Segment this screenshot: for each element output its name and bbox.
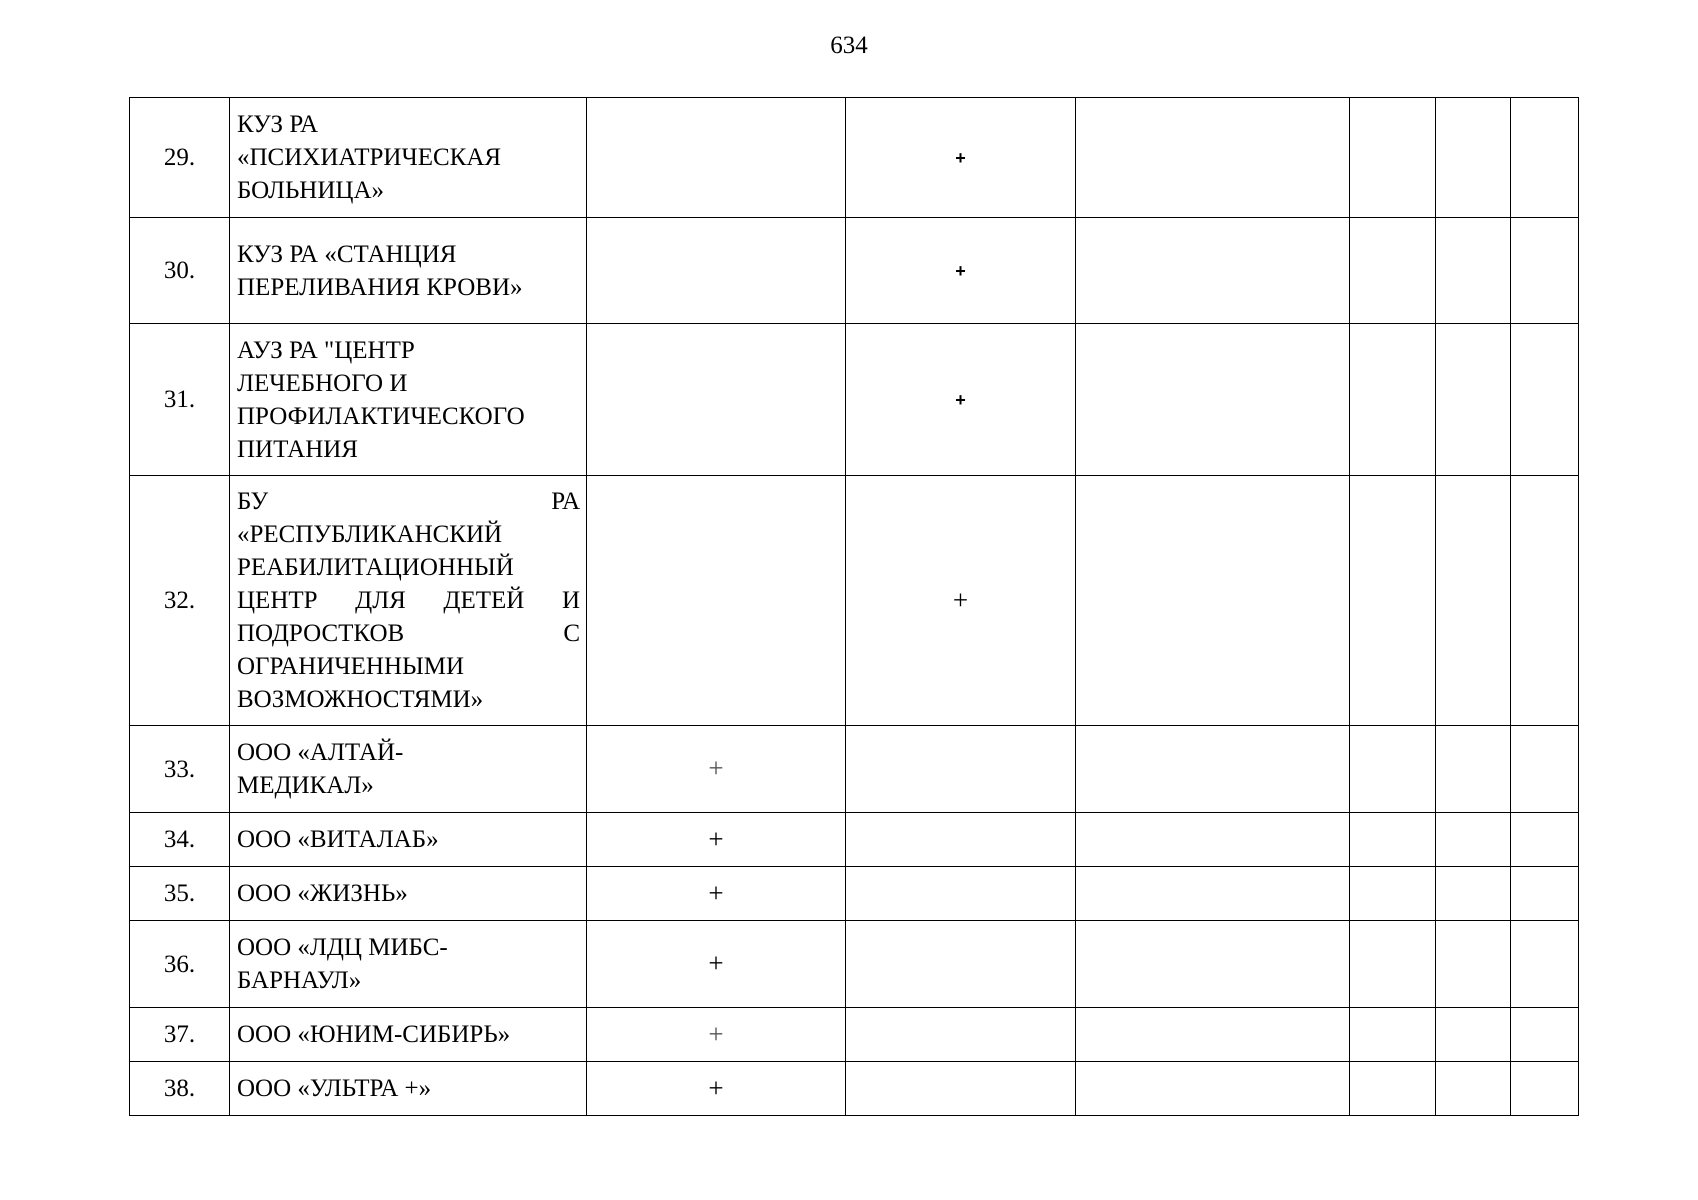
mark-cell-col4 [846, 867, 1076, 921]
row-number: 37. [130, 1008, 230, 1062]
empty-cell [1511, 726, 1579, 813]
empty-cell [1511, 867, 1579, 921]
name-line: АУЗ РА "ЦЕНТР [237, 336, 415, 364]
empty-cell [1076, 813, 1350, 867]
table-row [130, 726, 1579, 813]
mark-cell-col3 [587, 98, 846, 218]
name-line: ООО «ЛДЦ МИБС- [237, 934, 448, 961]
organization-name [230, 218, 587, 324]
organization-name [230, 476, 587, 726]
row-number: 31. [130, 324, 230, 476]
name-line: ООО «ЖИЗНЬ» [237, 880, 408, 907]
mark-cell-col3: + [587, 1062, 846, 1116]
row-number: 32. [130, 476, 230, 726]
row-number: 33. [130, 726, 230, 813]
row-number: 30. [130, 218, 230, 324]
mark-cell-col4: + [846, 218, 1076, 324]
row-number: 36. [130, 921, 230, 1008]
table-row [130, 324, 1579, 476]
table-row [130, 98, 1579, 218]
name-line: ООО «УЛЬТРА +» [237, 1075, 432, 1102]
empty-cell [1076, 921, 1350, 1008]
name-line: ВОЗМОЖНОСТЯМИ» [237, 686, 484, 713]
empty-cell [1436, 218, 1511, 324]
empty-cell [1350, 921, 1436, 1008]
empty-cell [1076, 726, 1350, 813]
empty-cell [1511, 98, 1579, 218]
empty-cell [1350, 476, 1436, 726]
row-number: 38. [130, 1062, 230, 1116]
empty-cell [1350, 813, 1436, 867]
empty-cell [1436, 867, 1511, 921]
name-line: ОГРАНИЧЕННЫМИ [237, 653, 465, 680]
mark-cell-col4: + [846, 476, 1076, 726]
empty-cell [1436, 324, 1511, 476]
mark-cell-col3: + [587, 867, 846, 921]
empty-cell [1436, 726, 1511, 813]
name-line: «ПСИХИАТРИЧЕСКАЯ [237, 144, 502, 171]
name-line: ПИТАНИЯ [237, 435, 358, 463]
mark-cell-col4 [846, 921, 1076, 1008]
mark-cell-col3: + [587, 921, 846, 1008]
name-line: МЕДИКАЛ» [237, 772, 374, 799]
row-number: 35. [130, 867, 230, 921]
empty-cell [1511, 218, 1579, 324]
mark-cell-col4 [846, 1008, 1076, 1062]
name-line: ПОДРОСТКОВ С [237, 620, 580, 647]
table-row [130, 921, 1579, 1008]
page-number: 634 [830, 32, 868, 59]
name-line: «РЕСПУБЛИКАНСКИЙ [237, 521, 503, 548]
empty-cell [1076, 324, 1350, 476]
name-line: ПРОФИЛАКТИЧЕСКОГО [237, 402, 525, 430]
empty-cell [1076, 98, 1350, 218]
organization-name [230, 813, 587, 867]
organization-name [230, 98, 587, 218]
empty-cell [1350, 1062, 1436, 1116]
name-line: КУЗ РА «СТАНЦИЯ [237, 240, 457, 268]
organization-name [230, 867, 587, 921]
empty-cell [1350, 324, 1436, 476]
empty-cell [1350, 98, 1436, 218]
empty-cell [1350, 726, 1436, 813]
name-line: РЕАБИЛИТАЦИОННЫЙ [237, 554, 514, 581]
mark-cell-col4 [846, 813, 1076, 867]
table-row [130, 867, 1579, 921]
table-row [130, 1008, 1579, 1062]
empty-cell [1076, 867, 1350, 921]
organizations-table [129, 97, 1579, 1116]
empty-cell [1436, 813, 1511, 867]
empty-cell [1436, 1008, 1511, 1062]
empty-cell [1076, 476, 1350, 726]
empty-cell [1076, 1008, 1350, 1062]
name-line: КУЗ РА [237, 111, 319, 138]
name-line: ПЕРЕЛИВАНИЯ КРОВИ» [237, 273, 523, 301]
name-line: ООО «ЮНИМ-СИБИРЬ» [237, 1021, 511, 1048]
table-row [130, 218, 1579, 324]
empty-cell [1076, 218, 1350, 324]
mark-cell-col3: + [587, 726, 846, 813]
organization-name [230, 921, 587, 1008]
name-line: БОЛЬНИЦА» [237, 177, 385, 204]
table-row [130, 476, 1579, 726]
empty-cell [1511, 813, 1579, 867]
mark-cell-col3 [587, 324, 846, 476]
table-row [130, 1062, 1579, 1116]
name-line: БАРНАУЛ» [237, 967, 362, 994]
mark-cell-col3: + [587, 813, 846, 867]
mark-cell-col3 [587, 218, 846, 324]
empty-cell [1511, 921, 1579, 1008]
row-number: 34. [130, 813, 230, 867]
name-line: БУ РА [237, 488, 580, 515]
name-line: ЦЕНТР ДЛЯ ДЕТЕЙ И [237, 587, 580, 614]
empty-cell [1436, 98, 1511, 218]
name-line: ЛЕЧЕБНОГО И [237, 369, 408, 397]
empty-cell [1511, 1062, 1579, 1116]
organization-name [230, 1062, 587, 1116]
empty-cell [1436, 921, 1511, 1008]
mark-cell-col3 [587, 476, 846, 726]
table-row [130, 813, 1579, 867]
organization-name [230, 726, 587, 813]
empty-cell [1076, 1062, 1350, 1116]
mark-cell-col4 [846, 1062, 1076, 1116]
empty-cell [1350, 867, 1436, 921]
mark-cell-col3: + [587, 1008, 846, 1062]
empty-cell [1511, 476, 1579, 726]
empty-cell [1350, 1008, 1436, 1062]
empty-cell [1350, 218, 1436, 324]
mark-cell-col4 [846, 726, 1076, 813]
organization-name [230, 1008, 587, 1062]
organization-name [230, 324, 587, 476]
empty-cell [1436, 1062, 1511, 1116]
mark-cell-col4: + [846, 98, 1076, 218]
name-line: ООО «АЛТАЙ- [237, 739, 404, 766]
row-number: 29. [130, 98, 230, 218]
name-line: ООО «ВИТАЛАБ» [237, 826, 439, 853]
mark-cell-col4: + [846, 324, 1076, 476]
empty-cell [1511, 1008, 1579, 1062]
empty-cell [1436, 476, 1511, 726]
empty-cell [1511, 324, 1579, 476]
